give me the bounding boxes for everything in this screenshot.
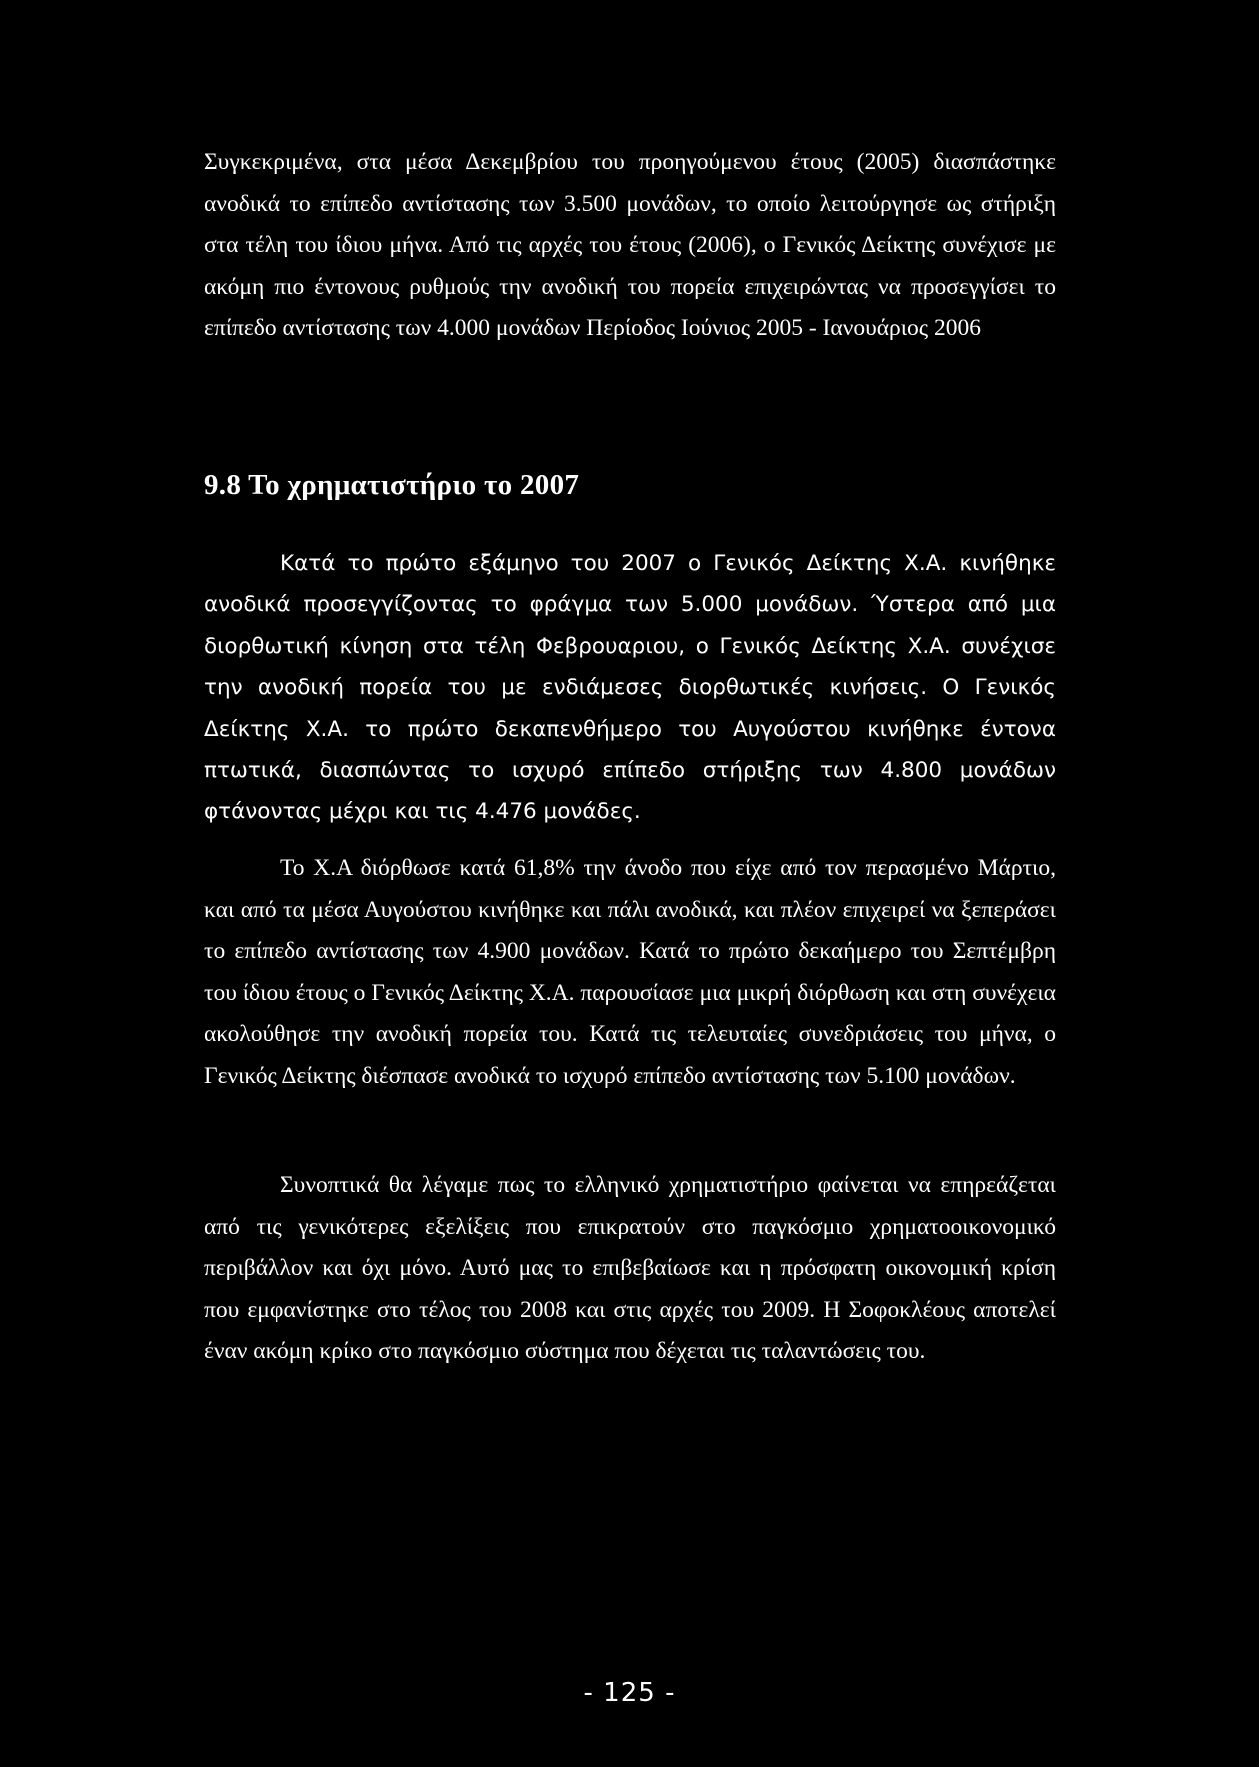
- paragraph-correction: Το Χ.Α διόρθωσε κατά 61,8% την άνοδο που είχε από τον περασμένο Μάρτιο, και από τα μέσα Αυγούστου κινήθηκε και πάλι ανοδικά, και πλέον επιχειρεί να ξεπεράσει το επίπεδο αντίστασης των 4.900 μονάδων. Κατά το πρώτο δεκαήμερο του Σεπτέμβρη του ίδιου έτους ο Γενικός Δείκτης Χ.Α. παρουσίασε μια μικρή διόρθωση και στη συνέχεια ακολούθησε την ανοδική πορεία του. Κατά τις τελευταίες συνεδριάσεις του μήνα, ο Γενικός Δείκτης διέσπασε ανοδικά το ισχυρό επίπεδο αντίστασης των 5.100 μονάδων.: [204, 855, 1056, 1089]
- paragraph-2007-first-half: [204, 543, 1056, 833]
- paragraph-2007-first-half-text: Κατά το πρώτο εξάμηνο του 2007 ο Γενικός Δείκτης Χ.Α. κινήθηκε ανοδικά προσεγγίζοντας το φράγμα των 5.000 μονάδων. Ύστερα από μια διορθωτική κίνηση στα τέλη Φεβρουαριου, ο Γενικός Δείκτης Χ.Α. συνέχισε την ανοδική πορεία του με ενδιάμεσες διορθωτικές κινήσεις. Ο Γενικός Δείκτης Χ.Α. το πρώτο δεκαπενθήμερο του Αυγούστου κινήθηκε έντονα πτωτικά, διασπώντας το ισχυρό επίπεδο στήριξης των 4.800 μονάδων φτάνοντας μέχρι και τις 4.476 μονάδες.: [204, 551, 1056, 825]
- section-heading: 9.8 Το χρηματιστήριο το 2007: [204, 469, 580, 501]
- paragraph-intro: Συγκεκριμένα, στα μέσα Δεκεμβρίου του προηγούμενου έτους (2005) διασπάστηκε ανοδικά το επίπεδο αντίστασης των 3.500 μονάδων, το οποίο λειτούργησε ως στήριξη στα τέλη του ίδιου μήνα. Από τις αρχές του έτους (2006), ο Γενικός Δείκτης συνέχισε με ακόμη πιο έντονους ρυθμούς την ανοδική του πορεία επιχειρώντας να προσεγγίσει το επίπεδο αντίστασης των 4.000 μονάδων Περίοδος Ιούνιος 2005 - Ιανουάριος 2006: [204, 149, 1056, 341]
- paragraph-summary: Συνοπτικά θα λέγαμε πως το ελληνικό χρηματιστήριο φαίνεται να επηρεάζεται από τις γενικότερες εξελίξεις που επικρατούν στο παγκόσμιο χρηματοοικονομικό περιβάλλον και όχι μόνο. Αυτό μας το επιβεβαίωσε και η πρόσφατη οικονομική κρίση που εμφανίστηκε στο τέλος του 2008 και στις αρχές του 2009. Η Σοφοκλέους αποτελεί έναν ακόμη κρίκο στο παγκόσμιο σύστημα που δέχεται τις ταλαντώσεις του.: [204, 1172, 1056, 1364]
- page-number: - 125 -: [583, 1678, 676, 1708]
